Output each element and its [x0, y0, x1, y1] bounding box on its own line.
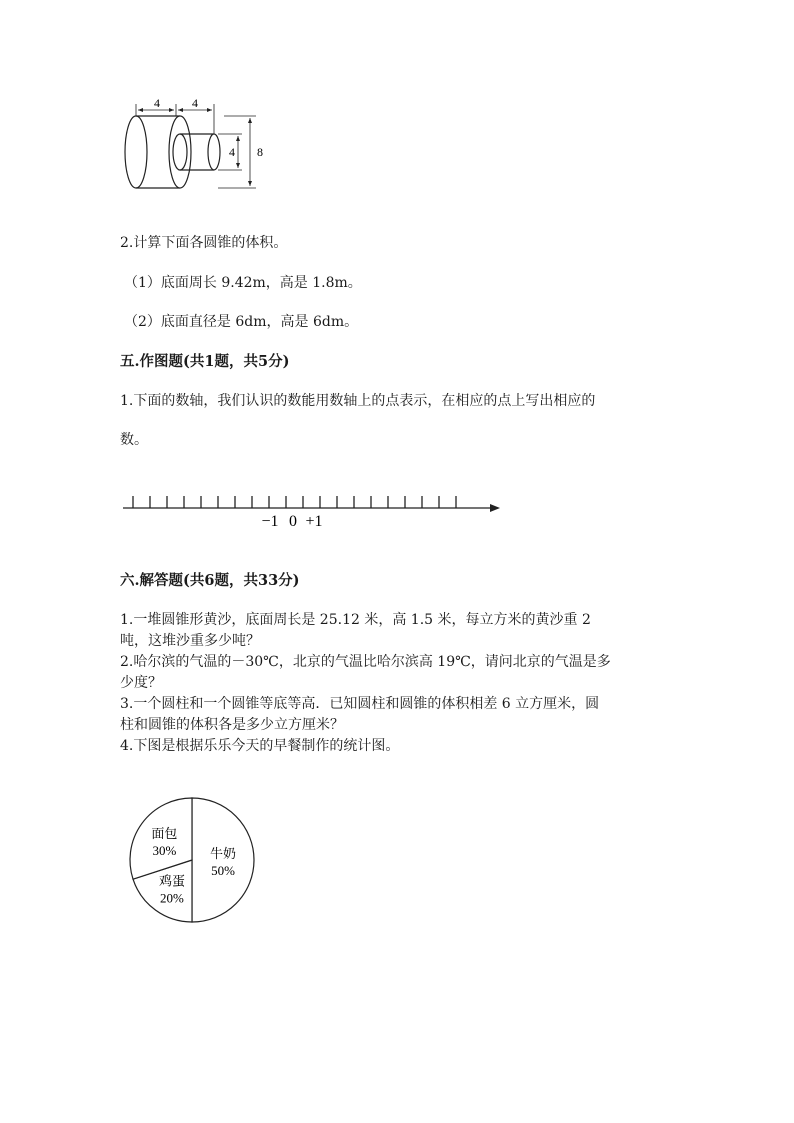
section-5-q1-line-1: 1.下面的数轴，我们认识的数能用数轴上的点表示，在相应的点上写出相应的: [120, 393, 596, 409]
question-2-item-2: （2）底面直径是 6dm，高是 6dm。: [124, 314, 359, 330]
pie-value-2: 20%: [160, 890, 184, 906]
pie-label-0: 牛奶: [209, 846, 237, 861]
section-6-line-4: 少度？: [120, 675, 162, 691]
cylinder-figure: [118, 92, 278, 197]
section-6-heading: 六.解答题(共6题，共33分): [120, 572, 300, 589]
section-6-line-7: 4.下图是根据乐乐今天的早餐制作的统计图。: [120, 738, 400, 754]
section-6-line-6: 柱和圆锥的体积各是多少立方厘米？: [120, 717, 344, 733]
number-line: [118, 486, 508, 530]
dim-left-width-label: 4: [154, 96, 160, 110]
pie-label-1: 面包: [151, 825, 178, 841]
number-line-label-neg1: −1: [261, 513, 279, 530]
section-5-heading: 五.作图题(共1题，共5分): [120, 353, 290, 370]
pie-value-1: 30%: [152, 842, 177, 858]
dim-outer-height-label: 8: [257, 145, 263, 159]
breakfast-pie-chart: [128, 795, 268, 927]
arrow-right-icon: [490, 504, 500, 512]
section-6-line-2: 吨，这堆沙重多少吨？: [120, 633, 260, 649]
pie-label-2: 鸡蛋: [158, 873, 185, 889]
section-5-q1-line-2: 数。: [120, 432, 148, 448]
number-line-label-pos1: +1: [305, 513, 323, 530]
question-2-title: 2.计算下面各圆锥的体积。: [120, 235, 288, 251]
section-6-line-1: 1.一堆圆锥形黄沙，底面周长是 25.12 米，高 1.5 米，每立方米的黄沙重 2: [120, 612, 591, 628]
section-6-line-3: 2.哈尔滨的气温的－30℃，北京的气温比哈尔滨高 19℃，请问北京的气温是多: [120, 654, 611, 670]
number-line-label-0: 0: [289, 513, 297, 530]
section-6-line-5: 3.一个圆柱和一个圆锥等底等高．已知圆柱和圆锥的体积相差 6 立方厘米，圆: [120, 696, 600, 712]
dim-right-width-label: 4: [192, 96, 198, 110]
question-2-item-1: （1）底面周长 9.42m，高是 1.8m。: [124, 275, 362, 291]
dim-inner-height-label: 4: [229, 145, 235, 159]
pie-value-0: 50%: [211, 863, 235, 878]
